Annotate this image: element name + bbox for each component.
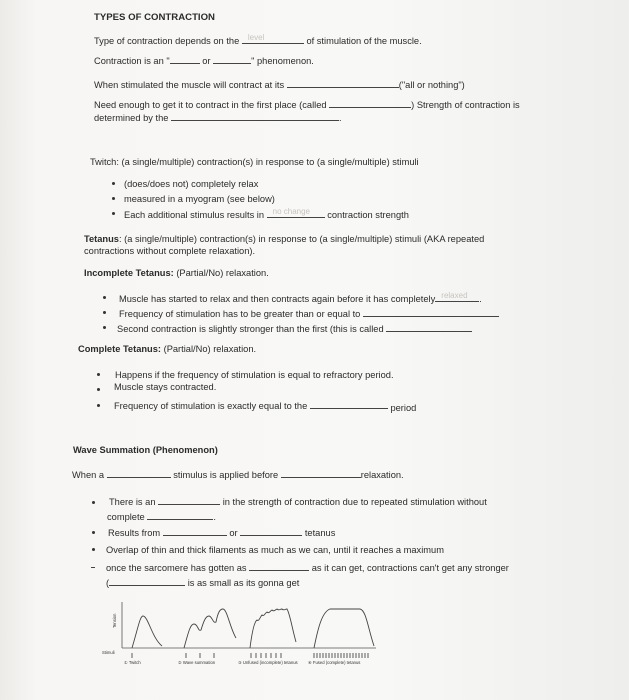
twitch-curve: [132, 616, 162, 648]
complete-bullet-2: Muscle stays contracted.: [114, 382, 217, 392]
tetanus-line-2: contractions without complete relaxation).: [84, 246, 256, 256]
need-enough-text: Need enough to get it to contract in the first place (called: [94, 100, 327, 110]
complete-heading-post: (Partial/No) relaxation.: [163, 344, 257, 354]
wave-b1-line2-blank[interactable]: [147, 510, 213, 520]
all-or-nothing-text: ("all or nothing"): [398, 80, 465, 90]
wave-b2-blank-1[interactable]: [163, 526, 227, 536]
wave-bullet-3: Overlap of thin and thick filaments as much as we can, until it reaches a maximum: [106, 545, 444, 555]
myogram-figure: [102, 598, 380, 680]
wave-bullet-2: [108, 526, 335, 539]
twitch-bullet-3: [124, 208, 409, 221]
determined-line: [94, 111, 342, 124]
bullet-dot: [92, 548, 95, 551]
twitch-bullet-1: (does/does not) completely relax: [124, 179, 259, 189]
graph-label-unfused: ③ Unfused (incomplete) tetanus: [238, 660, 298, 665]
twitch-label: Twitch: [90, 157, 117, 167]
bullet-dot: [97, 373, 100, 376]
incomplete-bullet-1-blank[interactable]: [435, 292, 479, 302]
bullet-dot: [103, 326, 106, 329]
incomplete-bullet-3-text: Second contraction is slightly stronger than the first (this is called: [117, 324, 384, 334]
fused-tetanus-curve: [314, 609, 374, 648]
twitch-bullet-3-faint: no change: [272, 207, 311, 216]
wave-b4-post: as it can get, contractions can't get any stronger: [311, 563, 509, 573]
wave-bullet-1-line-2: complete .: [107, 512, 216, 522]
wave-b4-open: (: [106, 578, 110, 588]
myogram-svg: [110, 598, 380, 680]
determined-text: determined by the: [94, 113, 169, 123]
wave-b1-blank[interactable]: [158, 495, 220, 505]
incomplete-bullet-2: [119, 307, 499, 320]
graph-label-fused: ④ Fused (complete) tetanus: [308, 660, 361, 665]
wave-b4-blank[interactable]: [249, 561, 309, 571]
wave-b1-post: in the strength of contraction due to repeated stimulation without: [222, 497, 487, 507]
twitch-bullet-3-text: Each additional stimulus results in: [124, 210, 265, 220]
graph-label-twitch: ① Twitch: [124, 660, 141, 665]
incomplete-heading: [84, 267, 269, 279]
wave-b2-or: or: [229, 528, 238, 538]
incomplete-heading-post: (Partial/No) relaxation.: [176, 268, 269, 278]
strength-text: ) Strength of contraction is: [411, 100, 520, 110]
complete-bullet-3-text: Frequency of stimulation is exactly equal to the: [114, 401, 308, 411]
complete-bullet-3-blank[interactable]: [310, 399, 388, 409]
bullet-dot: [97, 388, 100, 391]
incomplete-bullet-1-faint: relaxed: [441, 291, 468, 300]
contraction-is-line: [94, 54, 314, 67]
twitch-bullet-3-post: contraction strength: [327, 210, 409, 220]
wave-bullet-4-line-2: [106, 576, 299, 589]
or-text: or: [202, 56, 211, 66]
bullet-dot: [103, 311, 106, 314]
wave-b4-line2-post: is as small as its gonna get: [187, 578, 300, 588]
twitch-line: [90, 156, 419, 168]
contraction-is-text: Contraction is an ": [94, 56, 170, 66]
wave-relaxation: relaxation.: [360, 470, 404, 480]
bullet-dot: [103, 296, 106, 299]
wave-b2-pre: Results from: [108, 528, 161, 538]
graph-label-wave: ② Wave summation: [178, 660, 216, 665]
bullet-dot: [97, 404, 100, 407]
contraction-blank-1[interactable]: [170, 54, 200, 64]
wave-when-a: When a: [72, 470, 105, 480]
stimulus-ticks: [132, 653, 368, 658]
when-stimulated-text: When stimulated the muscle will contract at its: [94, 80, 285, 90]
determined-blank[interactable]: [171, 111, 339, 121]
period-word: period: [390, 403, 417, 413]
wave-when-blank-1[interactable]: [107, 468, 171, 478]
tetanus-label: Tetanus: [84, 234, 119, 244]
depends-blank[interactable]: [242, 34, 304, 44]
twitch-text: : (a single/multiple) contraction(s) in response to (a single/multiple) stimuli: [116, 157, 419, 167]
depends-line: [94, 34, 422, 47]
bullet-dot: [112, 212, 115, 215]
when-stimulated-blank[interactable]: [287, 78, 399, 88]
tetanus-text: : (a single/multiple) contraction(s) in response to (a single/multiple) stimuli (AKA repeated: [118, 234, 485, 244]
wave-b1-line2: complete: [107, 512, 145, 522]
bullet-dot: [92, 531, 95, 534]
wave-b4-line2-blank[interactable]: [109, 576, 185, 586]
incomplete-bullet-1: Muscle has started to relax and then contracts again before it has completely relaxed .: [119, 291, 482, 304]
wave-bullet-1: [109, 495, 487, 508]
page-title: TYPES OF CONTRACTION: [94, 12, 215, 23]
incomplete-bullet-3-blank[interactable]: [386, 322, 472, 332]
unfused-tetanus-curve: [250, 609, 296, 648]
determined-period: .: [339, 113, 342, 123]
wave-bullet-4: [106, 561, 509, 574]
dash-mark: [91, 567, 95, 568]
incomplete-bullet-3: [117, 322, 472, 335]
bullet-dot: [92, 501, 95, 504]
tetanus-line-1: [84, 233, 484, 245]
incomplete-heading-label: Incomplete Tetanus:: [84, 268, 174, 278]
wave-b4-pre: once the sarcomere has gotten as: [106, 563, 247, 573]
complete-heading-label: Complete Tetanus:: [78, 344, 161, 354]
twitch-bullet-2: measured in a myogram (see below): [124, 194, 275, 204]
complete-bullet-3: [114, 399, 416, 412]
wave-when-blank-2[interactable]: [281, 468, 361, 478]
bullet-dot: [112, 182, 115, 185]
y-axis-label: Tension: [112, 613, 117, 628]
wave-b2-blank-2[interactable]: [240, 526, 302, 536]
wave-stimulus-applied: stimulus is applied before: [173, 470, 279, 480]
need-enough-blank[interactable]: [329, 98, 411, 108]
wave-b1-pre: There is an: [109, 497, 156, 507]
complete-bullet-1: Happens if the frequency of stimulation is equal to refractory period.: [115, 370, 394, 380]
bullet-dot: [112, 197, 115, 200]
incomplete-bullet-2-blank[interactable]: [363, 307, 499, 317]
incomplete-bullet-2-text: Frequency of stimulation has to be greater than or equal to: [119, 309, 361, 319]
wave-summation-curve: [184, 609, 236, 648]
phenomenon-text: " phenomenon.: [251, 56, 314, 66]
wave-b2-post: tetanus: [304, 528, 336, 538]
wave-when-line: [72, 468, 404, 481]
complete-heading: [78, 343, 256, 355]
depends-pre: Type of contraction depends on the: [94, 36, 240, 46]
contraction-blank-2[interactable]: [213, 54, 251, 64]
depends-faint: level: [247, 33, 265, 42]
incomplete-bullet-1-text: Muscle has started to relax and then contracts again before it has completely: [119, 294, 436, 304]
depends-post: of stimulation of the muscle.: [306, 36, 422, 46]
when-stimulated-line: [94, 78, 465, 91]
need-enough-line: [94, 98, 520, 111]
wave-heading: Wave Summation (Phenomenon): [73, 445, 218, 455]
twitch-bullet-3-blank[interactable]: [267, 208, 325, 218]
stimuli-label: Stimuli: [102, 650, 115, 655]
